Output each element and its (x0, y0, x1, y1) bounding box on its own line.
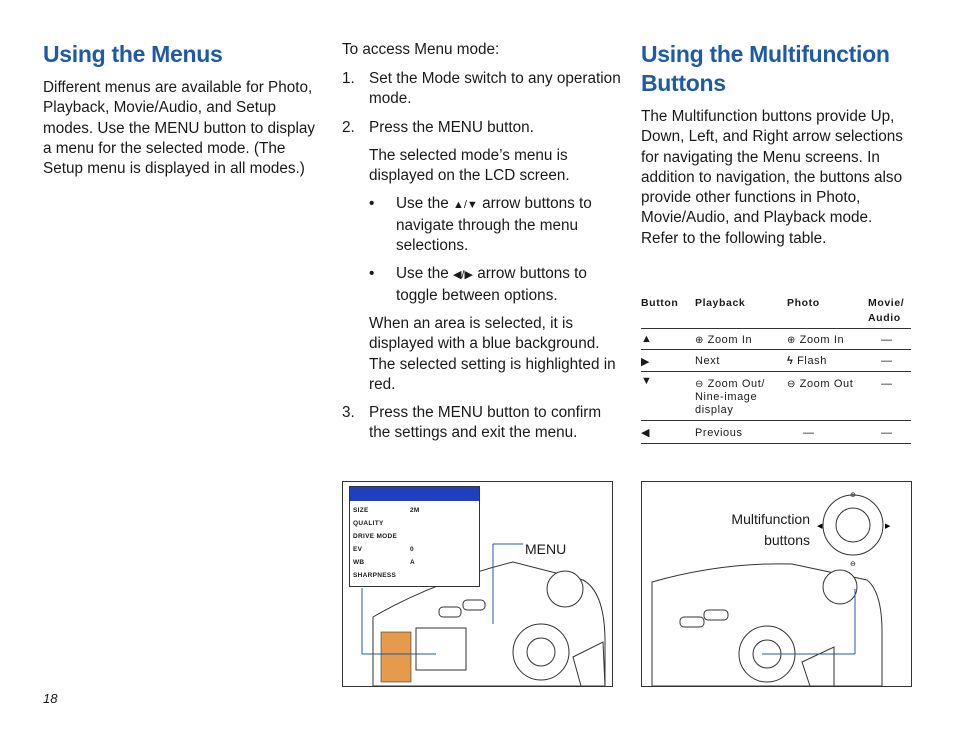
lcd-value: 0 (410, 546, 414, 553)
left-arrow-icon: ◀ (641, 427, 651, 439)
up-down-arrow-icon: ▲/▼ (452, 199, 478, 212)
lcd-value: A (410, 559, 415, 566)
table-row (641, 349, 911, 371)
lcd-item: SIZE (353, 507, 369, 514)
magnifier-plus-icon: ⊕ (787, 335, 796, 346)
left-arrow-icon: ◀ (817, 523, 823, 530)
bullet-dot: • (369, 265, 375, 283)
magnifier-minus-icon: ⊖ (787, 379, 796, 390)
function-table (641, 296, 911, 444)
table-header (641, 296, 911, 328)
dash-cell: — (803, 427, 815, 439)
multifunction-heading: Using the Multifunction Buttons (641, 41, 890, 96)
menu-callout-label: MENU (525, 541, 567, 557)
page-number: 18 (43, 691, 58, 706)
magnifier-plus-icon: ⊕ (695, 335, 704, 346)
next-cell: Next (695, 355, 721, 367)
bullet-pre: Use the (396, 265, 449, 283)
left-column (43, 40, 321, 179)
bullet-post: arrow buttons to navigate through the menu selections. (396, 195, 592, 255)
right-column (641, 40, 913, 249)
header-movie-audio: Movie/ Audio (868, 297, 905, 324)
previous-cell: Previous (695, 427, 743, 439)
menus-paragraph: Different menus are available for Photo, Playback, Movie/Audio, and Setup modes. Use the MENU button to display a menu for the selected mode. (The Setup menu is displayed in all modes.) (43, 79, 316, 178)
menu-tab-bar (350, 487, 479, 501)
step-text: Set the Mode switch to any operation mode. (369, 70, 621, 108)
table-row (641, 328, 911, 349)
step-2-note: The selected mode’s menu is displayed on the LCD screen. (369, 146, 570, 185)
step-number: 2. (342, 118, 355, 136)
step-number: 1. (342, 70, 355, 87)
dash-cell: — (881, 378, 893, 390)
header-button: Button (641, 297, 679, 309)
menu-intro: To access Menu mode: (342, 41, 500, 58)
bullet-navigate (369, 194, 622, 256)
dash-cell: — (881, 334, 893, 346)
right-arrow-icon: ▶ (641, 356, 651, 368)
flash-icon: ϟ (787, 355, 794, 367)
lcd-item: EV (353, 546, 363, 553)
selection-note: When an area is selected, it is displayed with a blue background. The selected setting is highlighted in red. (369, 314, 616, 393)
bullet-dot: • (369, 195, 375, 213)
table-row (641, 371, 911, 420)
header-playback: Playback (695, 297, 746, 309)
zoom-in-icon: ⊕ (850, 492, 856, 499)
multifunction-figure (641, 481, 912, 687)
down-arrow-icon: ▼ (641, 375, 653, 387)
lcd-item: QUALITY (353, 520, 384, 527)
lcd-value: 2M (410, 507, 420, 514)
table-row (641, 420, 911, 444)
step-text: Press the MENU button to confirm the settings and exit the menu. (369, 404, 602, 442)
bullet-pre: Use the (396, 195, 449, 213)
header-photo: Photo (787, 297, 820, 309)
dash-cell: — (881, 427, 893, 439)
left-right-arrow-icon: ◀/▶ (452, 269, 473, 282)
zoom-out-cell: ⊖ Zoom Out (787, 378, 854, 390)
step-number: 3. (342, 404, 355, 422)
step-1 (342, 69, 622, 110)
camera-menu-figure (342, 481, 613, 687)
step-2 (342, 118, 622, 138)
magnifier-minus-icon: ⊖ (695, 379, 704, 390)
bullet-post: arrow buttons to toggle between options. (396, 265, 587, 304)
dash-cell: — (881, 355, 893, 367)
middle-column (342, 40, 622, 444)
lcd-item: WB (353, 559, 365, 566)
lcd-item: SHARPNESS (353, 572, 397, 579)
zoom-out-icon: ⊖ (850, 561, 856, 568)
bullet-toggle (369, 264, 622, 306)
flash-cell: ϟ Flash (787, 355, 827, 367)
step-3 (342, 403, 622, 444)
zoom-in-cell: ⊕ Zoom In (695, 334, 753, 346)
zoom-out-cell: ⊖ Zoom Out/ Nine-image display (695, 378, 766, 416)
multifunction-paragraph: The Multifunction buttons provide Up, Down, Left, and Right arrow selections for navigating the Menu screens. In addition to navigation, the buttons also provide other functions in Photo, Movie/Audio, and Playback mode. Refer to the following table. (641, 108, 903, 247)
menus-heading: Using the Menus (43, 41, 223, 67)
right-arrow-icon: ▶ (885, 523, 891, 530)
lcd-item: DRIVE MODE (353, 533, 398, 540)
multifunction-callout: Multifunction buttons (731, 511, 810, 548)
zoom-in-cell: ⊕ Zoom In (787, 334, 845, 346)
step-text: Press the MENU button. (369, 118, 534, 136)
up-arrow-icon: ▲ (641, 333, 653, 345)
lcd-menu-screen (349, 486, 480, 587)
